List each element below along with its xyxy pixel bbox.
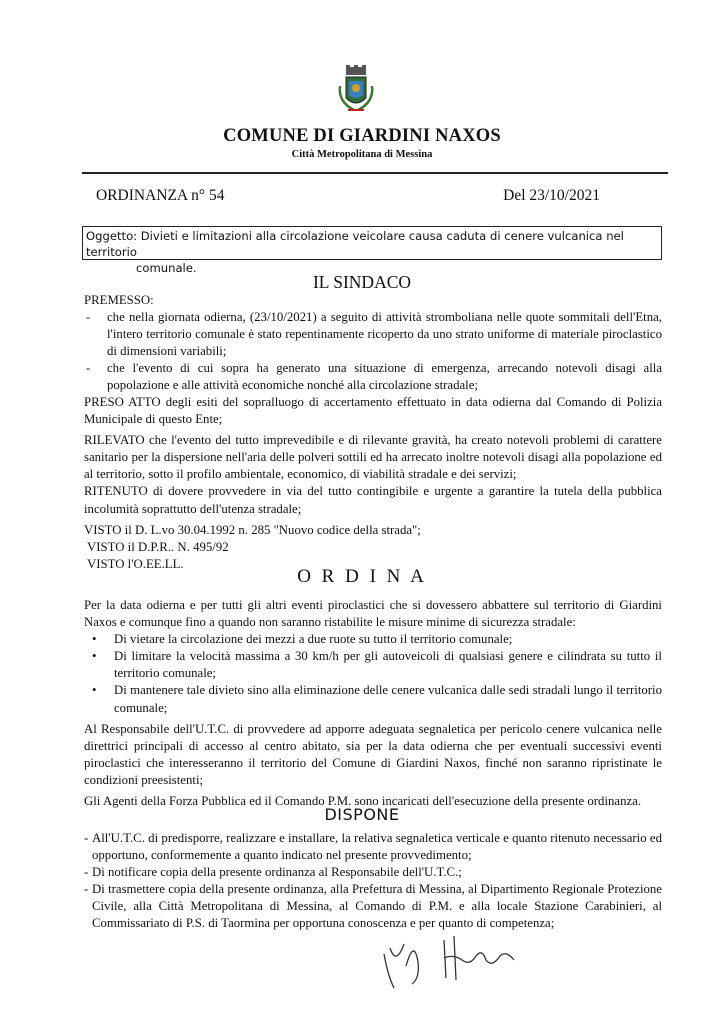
subject-box <box>82 226 662 275</box>
list-item: - All'U.T.C. di predisporre, realizzare e installare, la relativa segnaletica verticale e quanto ritenuto necessario ed opportuno, conformemente a quanto indicato nel presente provvedimento; <box>84 831 662 863</box>
list-item: - che nella giornata odierna, (23/10/2021) a seguito di attività stromboliana nelle quote sommitali dell'Etna, l'intero territorio comunale è stato repentinamente ricoperto da uno strato uniforme di materiale piroclastico di dimensioni variabili; <box>86 310 662 359</box>
list-item: • Di mantenere tale divieto sino alla eliminazione delle cenere vulcanica dalle sedi stradali lungo il territorio comunale; <box>92 683 662 715</box>
subject-line-1: Oggetto: Divieti e limitazioni alla circolazione veicolare causa caduta di cenere vulcanica nel territorio <box>86 229 624 259</box>
list-item: • Di vietare la circolazione dei mezzi a due ruote su tutto il territorio comunale; <box>92 632 513 647</box>
premesso-block <box>84 292 662 395</box>
section-title-sindaco: IL SINDACO <box>312 272 412 292</box>
premesso-label: PREMESSO: <box>84 293 154 307</box>
preso-atto-paragraph: PRESO ATTO degli esiti del sopralluogo di accertamento effettuato in data odierna dal Comando di Polizia Municipale di questo Ente; <box>84 395 662 427</box>
visto-line: VISTO il D. L.vo 30.04.1992 n. 285 "Nuovo codice della strada"; <box>84 522 421 537</box>
municipal-crest-icon <box>334 64 378 118</box>
ordina-intro: Per la data odierna e per tutti gli altri eventi piroclastici che si dovessero abbattere sul territorio di Giardini Naxos e comunque fino a quando non saranno ristabilite le misure minime di sicurezza stradale: <box>84 598 662 630</box>
ordinance-date: Del 23/10/2021 <box>503 187 600 204</box>
page-subtitle: Città Metropolitana di Messina <box>291 149 433 160</box>
header-divider <box>82 172 668 174</box>
dispone-block <box>84 830 662 933</box>
page-title: COMUNE DI GIARDINI NAXOS <box>223 126 501 146</box>
rilevato-paragraph: RILEVATO che l'evento del tutto imprevedibile e di rilevante gravità, ha creato notevoli problemi di carattere sanitario per la dispersione nell'aria delle polveri sottili ed ha arrecato inoltre notevoli disagi alla popolazione ed al territorio, sotto il profilo ambientale, economico, di viabilità stradale e dei servizi; <box>84 433 662 482</box>
considerations-block <box>84 394 662 573</box>
list-item: • Di limitare la velocità massima a 30 km/h per gli autoveicoli di qualsiasi genere e cilindrata su tutto il territorio comunale; <box>92 649 662 681</box>
list-item: - Di notificare copia della presente ordinanza al Responsabile dell'U.T.C.; <box>84 865 462 880</box>
visto-line: VISTO il D.P.R.. N. 495/92 <box>87 539 229 554</box>
ordina-block <box>84 597 662 810</box>
section-title-ordina: O R D I N A <box>297 566 427 587</box>
ordinance-number: ORDINANZA n° 54 <box>96 187 225 204</box>
section-title-dispone: DISPONE <box>324 805 400 824</box>
subject-line-2: comunale. <box>136 261 197 275</box>
handwritten-signature-icon <box>374 926 524 996</box>
list-item: - Di trasmettere copia della presente ordinanza, alla Prefettura di Messina, al Dipartimento Regionale Protezione Civile, alla Città Metropolitana di Messina, al Comando di P.M. e alla locale Stazione Carabinieri, al Commissariato di P.S. di Taormina per opportuna conoscenza e per quanto di competenza; <box>84 882 662 931</box>
ritenuto-paragraph: RITENUTO di dovere provvedere in via del tutto contingibile e urgente a garantire la tutela della pubblica incolumità soprattutto dell'utenza stradale; <box>84 484 662 516</box>
responsabile-paragraph: Al Responsabile dell'U.T.C. di provvedere ad apporre adeguata segnaletica per pericolo cenere vulcanica nelle direttrici principali di accesso al centro abitato, sia per la data odierna che per eventuali successivi eventi piroclastici che interesseranno il territorio del Comune di Giardini Naxos, finché non saranno ripristinate le condizioni preesistenti; <box>84 721 662 787</box>
visto-line: VISTO l'O.EE.LL. <box>87 556 184 571</box>
list-item: - che l'evento di cui sopra ha generato una situazione di emergenza, arrecando notevoli disagi alla popolazione e alle attività economiche nonché alla circolazione stradale; <box>86 361 662 393</box>
agenti-paragraph: Gli Agenti della Forza Pubblica ed il Comando P.M. sono incaricati dell'esecuzione della presente ordinanza. <box>84 794 642 809</box>
